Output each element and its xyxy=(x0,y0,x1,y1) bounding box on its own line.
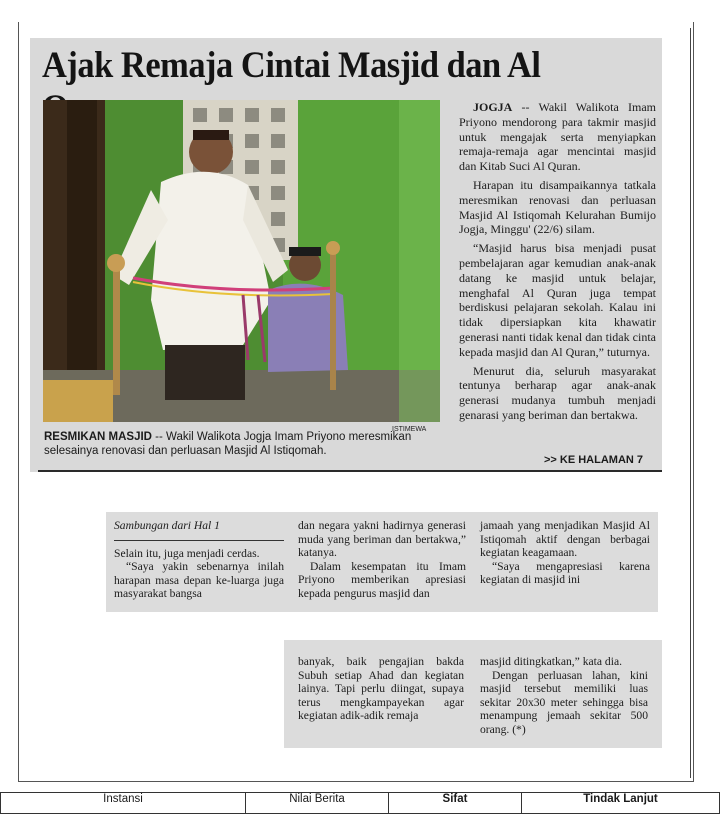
header-nilai-berita: Nilai Berita xyxy=(246,793,389,814)
table-header-row xyxy=(1,793,720,814)
continuation-paragraph: masjid ditingkatkan,” kata dia. xyxy=(480,655,622,668)
article-paragraph: “Masjid harus bisa menjadi pusat pembelajaran agar kemudian anak-anak datang ke masjid untuk belajar, menghafal Al Quran juga tempat berdiskusi pelajaran sekolah. Kalau ini tidak dipersiapkan kita khawatir generasi nanti tidak kenal dan tidak cinta kepada masjid dan Al Quran,” tuturnya. xyxy=(459,241,656,359)
continuation-paragraph: banyak, baik pengajian bakda Subuh setiap Ahad dan kegiatan lainya. Tapi perlu diingat, supaya terus mengkampayekan agar kegiatan adik-adik remaja xyxy=(298,655,464,723)
clipping-info-table xyxy=(0,792,720,814)
continuation-col-2 xyxy=(298,519,466,601)
continuation-col-5 xyxy=(480,655,648,737)
continuation-header: Sambungan dari Hal 1 xyxy=(114,519,220,532)
article-paragraph: Harapan itu disampaikannya tatkala meresmikan renovasi dan perluasan Masjid Al Istiqomah Kelurahan Bumijo Jogja, Minggu' (22/6) silam. xyxy=(459,177,656,237)
margin-line xyxy=(690,28,691,778)
article-paragraph xyxy=(459,100,656,174)
continuation-paragraph: “Saya yakin sebenarnya inilah harapan masa depan ke-luarga juga masyarakat bangsa xyxy=(114,560,284,601)
lead-text: -- Wakil Walikota Imam Priyono mendorong para takmir masjid untuk mengajak serta menyiapkan remaja-remaja agar mencintai masjid dan Kitab Suci Al Quran. xyxy=(459,100,656,174)
continuation-paragraph: Selain itu, juga menjadi cerdas. xyxy=(114,546,260,560)
continuation-paragraph: Dengan perluasan lahan, kini masjid tersebut memiliki luas sekitar 20x30 meter sehingga bisa menampung jemaah sekitar 500 orang. (*) xyxy=(480,668,648,736)
header-divider xyxy=(114,540,284,541)
article-paragraph: Menurut dia, seluruh masyarakat tentunya berharap agar anak-anak generasi mudanya tumbuh menjadi genarasi yang beriman dan bertakwa. xyxy=(459,363,656,422)
photo-credit: ISTIMEWA xyxy=(392,426,427,433)
continuation-col-4 xyxy=(298,655,464,723)
headline: Ajak Remaja Cintai Masjid dan Al xyxy=(42,45,541,86)
continuation-paragraph: dan negara yakni hadirnya generasi muda yang beriman dan bertakwa,” katanya. xyxy=(298,519,466,560)
photo-caption xyxy=(44,430,444,458)
caption-text: -- Wakil Walikota Jogja Imam Priyono meresmikan selesainya renovasi dan perluasan Masjid Al Istiqomah. xyxy=(44,431,412,457)
continuation-col-1 xyxy=(114,519,284,601)
article-body xyxy=(459,100,656,427)
continuation-paragraph: Dalam kesempatan itu Imam Priyono memberikan apresiasi kepada pengurus masjid dan xyxy=(298,559,466,600)
news-photo xyxy=(43,100,440,422)
caption-lead: RESMIKAN MASJID xyxy=(44,431,152,443)
header-instansi: Instansi xyxy=(1,793,246,814)
dateline: JOGJA xyxy=(473,100,513,114)
continuation-paragraph: jamaah yang menjadikan Masjid Al Istiqomah aktif dengan berbagai kegiatan keagamaan. xyxy=(480,519,650,560)
continue-link: >> KE HALAMAN 7 xyxy=(544,454,644,466)
continuation-col-3 xyxy=(480,519,650,587)
section-rule xyxy=(38,470,662,472)
header-tindak-lanjut: Tindak Lanjut xyxy=(522,793,720,814)
photo-illustration xyxy=(43,100,440,422)
continuation-paragraph: “Saya mengapresiasi karena kegiatan di masjid ini xyxy=(480,559,650,587)
header-sifat: Sifat xyxy=(389,793,522,814)
